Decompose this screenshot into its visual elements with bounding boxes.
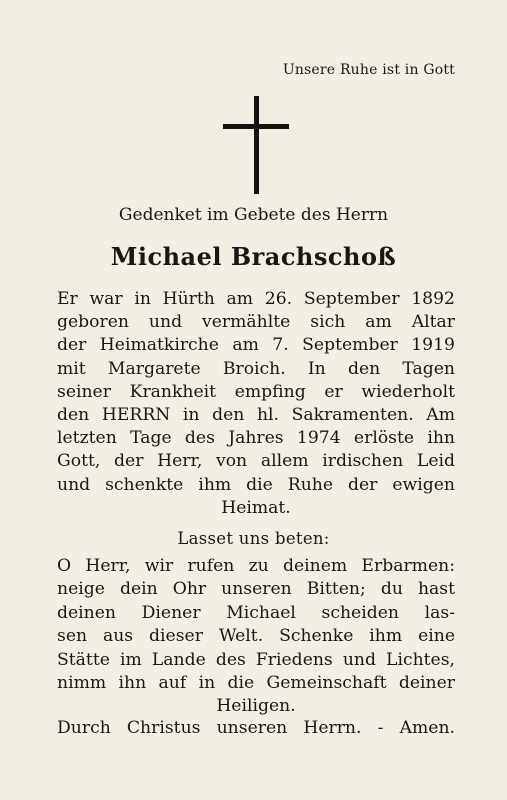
prayer-line: Stätte im Lande des Friedens und Lichtes, — [57, 649, 455, 670]
biography — [57, 288, 455, 520]
biography-line: und schenkte ihm die Ruhe der ewigen — [57, 474, 455, 495]
biography-line: seiner Krankheit empfing er wiederholt — [57, 381, 455, 402]
biography-line: letzten Tage des Jahres 1974 erlöste ihn — [57, 428, 455, 449]
closing-line: Durch Christus unseren Herrn. - Amen. — [57, 718, 455, 738]
prayer-intro: Gedenket im Gebete des Herrn — [118, 205, 389, 225]
biography-line: den HERRN in den hl. Sakramenten. Am — [57, 405, 455, 426]
prayer-line: O Herr, wir rufen zu deinem Erbarmen: — [57, 556, 455, 576]
deceased-name: Michael Brachschoß — [110, 242, 397, 271]
biography-line: Er war in Hürth am 26. September 1892 — [57, 289, 455, 309]
biography-line: mit Margarete Broich. In den Tagen — [57, 358, 455, 379]
cross-vertical-bar — [254, 96, 259, 194]
biography-line: Heimat. — [221, 497, 291, 518]
let-us-pray-heading: Lasset uns beten: — [177, 529, 330, 548]
biography-line: Gott, der Herr, von allem irdischen Leid — [57, 451, 455, 472]
prayer-line: Heiligen. — [216, 696, 296, 717]
prayer-text — [57, 555, 455, 719]
cross-horizontal-bar — [223, 124, 289, 129]
prayer-line: nimm ihn auf in die Gemeinschaft deiner — [57, 673, 455, 694]
motto: Unsere Ruhe ist in Gott — [282, 62, 455, 78]
prayer-line: sen aus dieser Welt. Schenke ihm eine — [57, 626, 455, 647]
biography-line: der Heimatkirche am 7. September 1919 — [57, 335, 455, 356]
prayer-line: neige dein Ohr unseren Bitten; du hast — [57, 579, 455, 600]
cross-icon — [223, 96, 289, 194]
biography-line: geboren und vermählte sich am Altar — [57, 312, 455, 333]
prayer-line: deinen Diener Michael scheiden las- — [57, 602, 455, 623]
